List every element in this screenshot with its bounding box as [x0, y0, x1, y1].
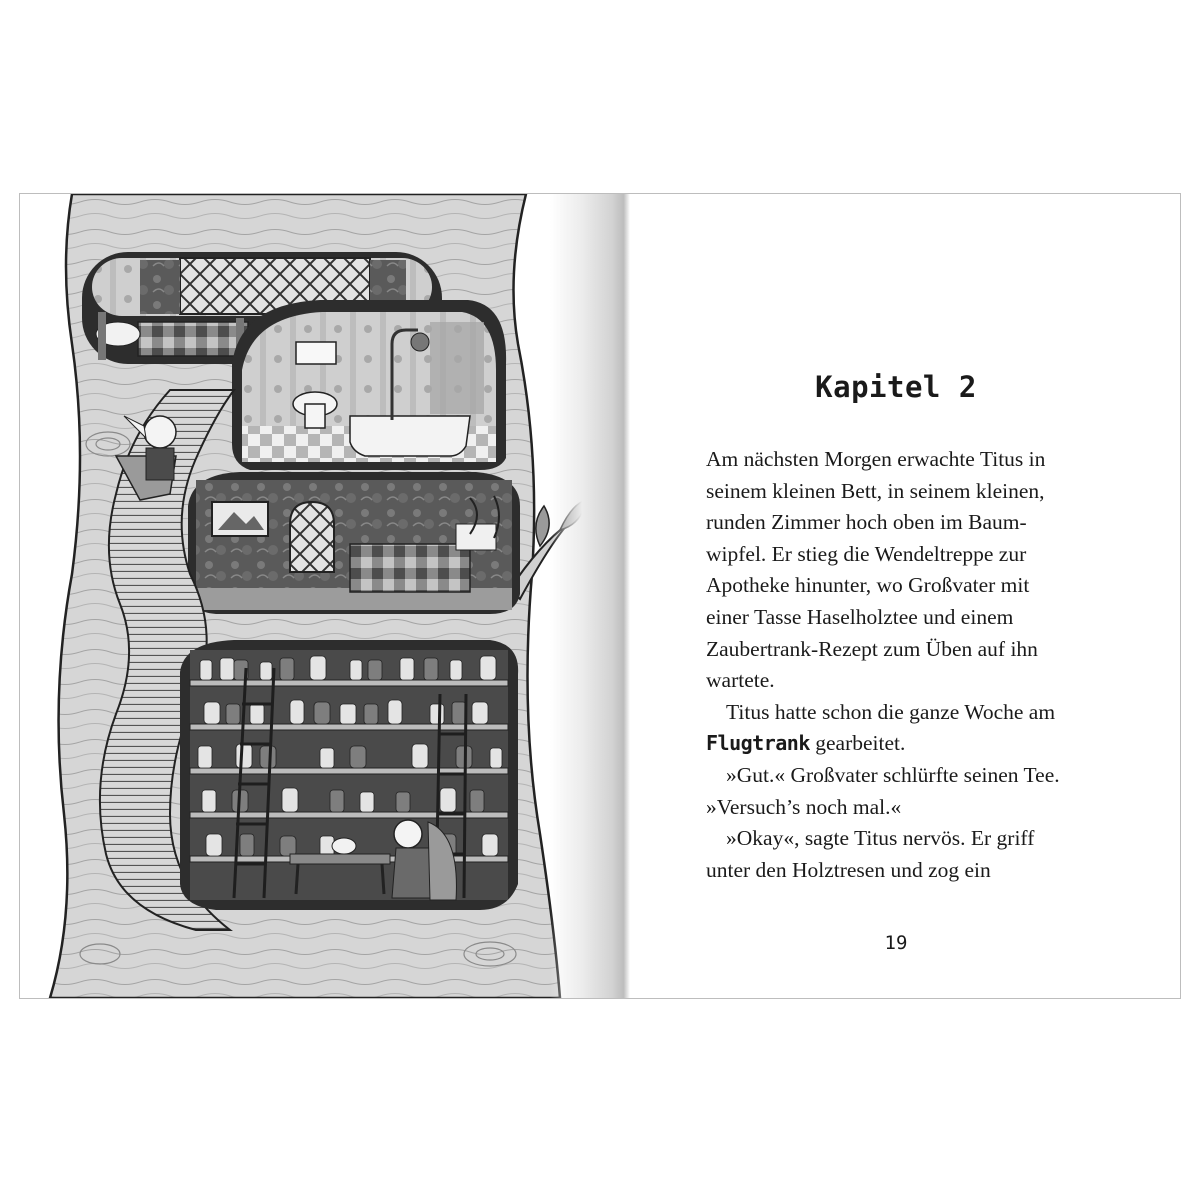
text-line: einer Tasse Haselholztee und einem	[706, 604, 1014, 629]
right-page	[610, 194, 1181, 998]
text-line: wipfel. Er stieg die Wendeltreppe zur	[706, 541, 1027, 566]
paragraph-2	[706, 697, 1136, 760]
chapter-heading: Kapitel 2	[815, 370, 977, 404]
left-page	[20, 194, 598, 998]
page-number: 19	[884, 932, 908, 954]
text-line: »Gut.« Großvater schlürfte seinen Tee.	[726, 762, 1060, 787]
text-line: unter den Holztresen und zog ein	[706, 857, 991, 882]
text-line: »Versuch’s noch mal.«	[706, 794, 902, 819]
text-line: seinem kleinen Bett, in seinem kleinen,	[706, 478, 1045, 503]
book-spread	[19, 193, 1181, 999]
handwritten-word: Flugtrank	[706, 731, 810, 756]
body-text	[706, 444, 1136, 886]
text-fragment: gearbeitet.	[809, 731, 906, 756]
text-line: wartete.	[706, 668, 775, 693]
paragraph-3	[706, 760, 1136, 823]
treehouse-illustration	[20, 194, 598, 998]
paragraph-4	[706, 823, 1136, 886]
text-line: Zaubertrank-Rezept zum Üben auf ihn	[706, 636, 1038, 661]
text-line: runden Zimmer hoch oben im Baum-	[706, 510, 1027, 535]
text-line: Titus hatte schon die ganze Woche am	[726, 699, 1056, 724]
text-line: Am nächsten Morgen erwachte Titus in	[706, 447, 1046, 471]
paragraph-1	[706, 444, 1136, 697]
text-line: »Okay«, sagte Titus nervös. Er griff	[726, 826, 1035, 851]
text-line: Apotheke hinunter, wo Großvater mit	[706, 573, 1030, 598]
